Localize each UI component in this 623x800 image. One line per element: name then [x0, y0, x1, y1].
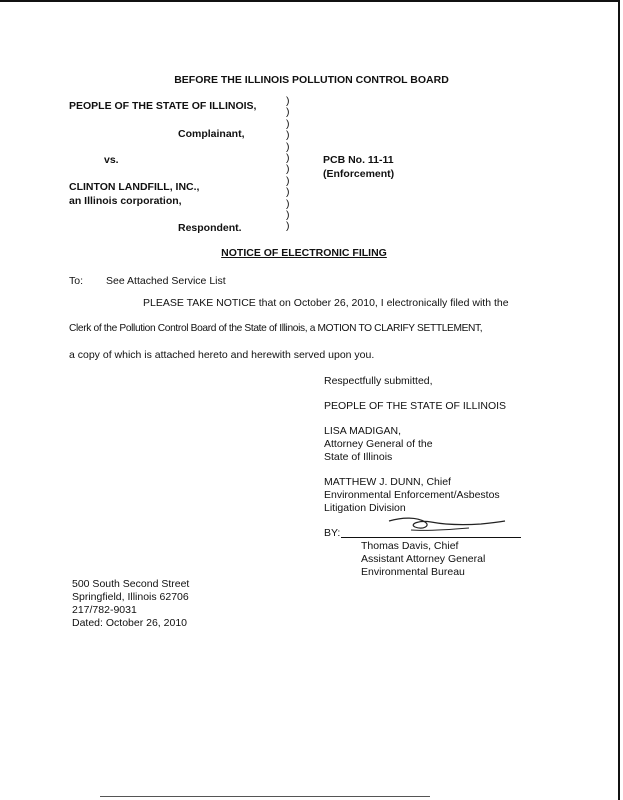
- caption-bracket: ): [286, 129, 290, 142]
- notice-title: NOTICE OF ELECTRONIC FILING: [221, 247, 387, 259]
- address-phone: 217/782-9031: [72, 604, 137, 616]
- caption-bracket-column: [286, 96, 296, 233]
- board-title: BEFORE THE ILLINOIS POLLUTION CONTROL BOARD: [174, 74, 449, 86]
- signer-name: Thomas Davis, Chief: [361, 540, 459, 552]
- by-label: BY:: [324, 527, 341, 539]
- page-top-edge: [0, 0, 620, 2]
- caption-bracket: ): [286, 140, 290, 153]
- versus-label: vs.: [104, 154, 119, 166]
- page-right-edge: [618, 0, 620, 800]
- respondent-label: Respondent.: [178, 222, 242, 234]
- chief-division-1: Environmental Enforcement/Asbestos: [324, 489, 500, 501]
- defendant-name: CLINTON LANDFILL, INC.,: [69, 181, 200, 193]
- caption-bracket: ): [286, 106, 290, 119]
- caption-bracket: ): [286, 174, 290, 187]
- caption-bracket: ): [286, 220, 290, 233]
- address-street: 500 South Second Street: [72, 578, 190, 590]
- signature-line: [341, 537, 521, 538]
- dated-line: Dated: October 26, 2010: [72, 617, 187, 629]
- to-value: See Attached Service List: [106, 275, 226, 287]
- chief-division-2: Litigation Division: [324, 502, 406, 514]
- notice-line-1-rest: that on October 26, 2010, I electronically filed with the: [255, 297, 509, 309]
- address-city: Springfield, Illinois 62706: [72, 591, 189, 603]
- caption-bracket: ): [286, 163, 290, 176]
- complainant-label: Complainant,: [178, 128, 245, 140]
- notice-lead: PLEASE TAKE NOTICE: [143, 297, 256, 309]
- defendant-description: an Illinois corporation,: [69, 195, 182, 207]
- caption-bracket: ): [286, 209, 290, 222]
- notice-line-3: a copy of which is attached hereto and herewith served upon you.: [69, 349, 375, 361]
- attorney-general-title-1: Attorney General of the: [324, 438, 433, 450]
- notice-line-1: [143, 297, 509, 310]
- to-label: To:: [69, 275, 84, 287]
- party-name: PEOPLE OF THE STATE OF ILLINOIS: [324, 400, 507, 412]
- caption-bracket: ): [286, 117, 290, 130]
- case-number: PCB No. 11-11: [323, 154, 394, 166]
- caption-bracket: ): [286, 95, 290, 107]
- closing: Respectfully submitted,: [324, 375, 433, 387]
- caption-bracket: ): [286, 197, 290, 210]
- page-bottom-edge: [100, 796, 430, 797]
- attorney-general-name: LISA MADIGAN,: [324, 425, 402, 437]
- attorney-general-title-2: State of Illinois: [324, 451, 393, 463]
- plaintiff-name: PEOPLE OF THE STATE OF ILLINOIS,: [69, 100, 257, 112]
- chief-name: MATTHEW J. DUNN, Chief: [324, 476, 451, 488]
- caption-bracket: ): [286, 152, 290, 165]
- signer-title-2: Environmental Bureau: [361, 566, 465, 578]
- caption-bracket: ): [286, 186, 290, 199]
- handwritten-signature: [385, 512, 510, 536]
- signer-title-1: Assistant Attorney General: [361, 553, 486, 565]
- notice-line-2: Clerk of the Pollution Control Board of the State of Illinois, a MOTION TO CLARIFY SETTLEMENT,: [69, 323, 483, 334]
- case-type: (Enforcement): [323, 168, 395, 180]
